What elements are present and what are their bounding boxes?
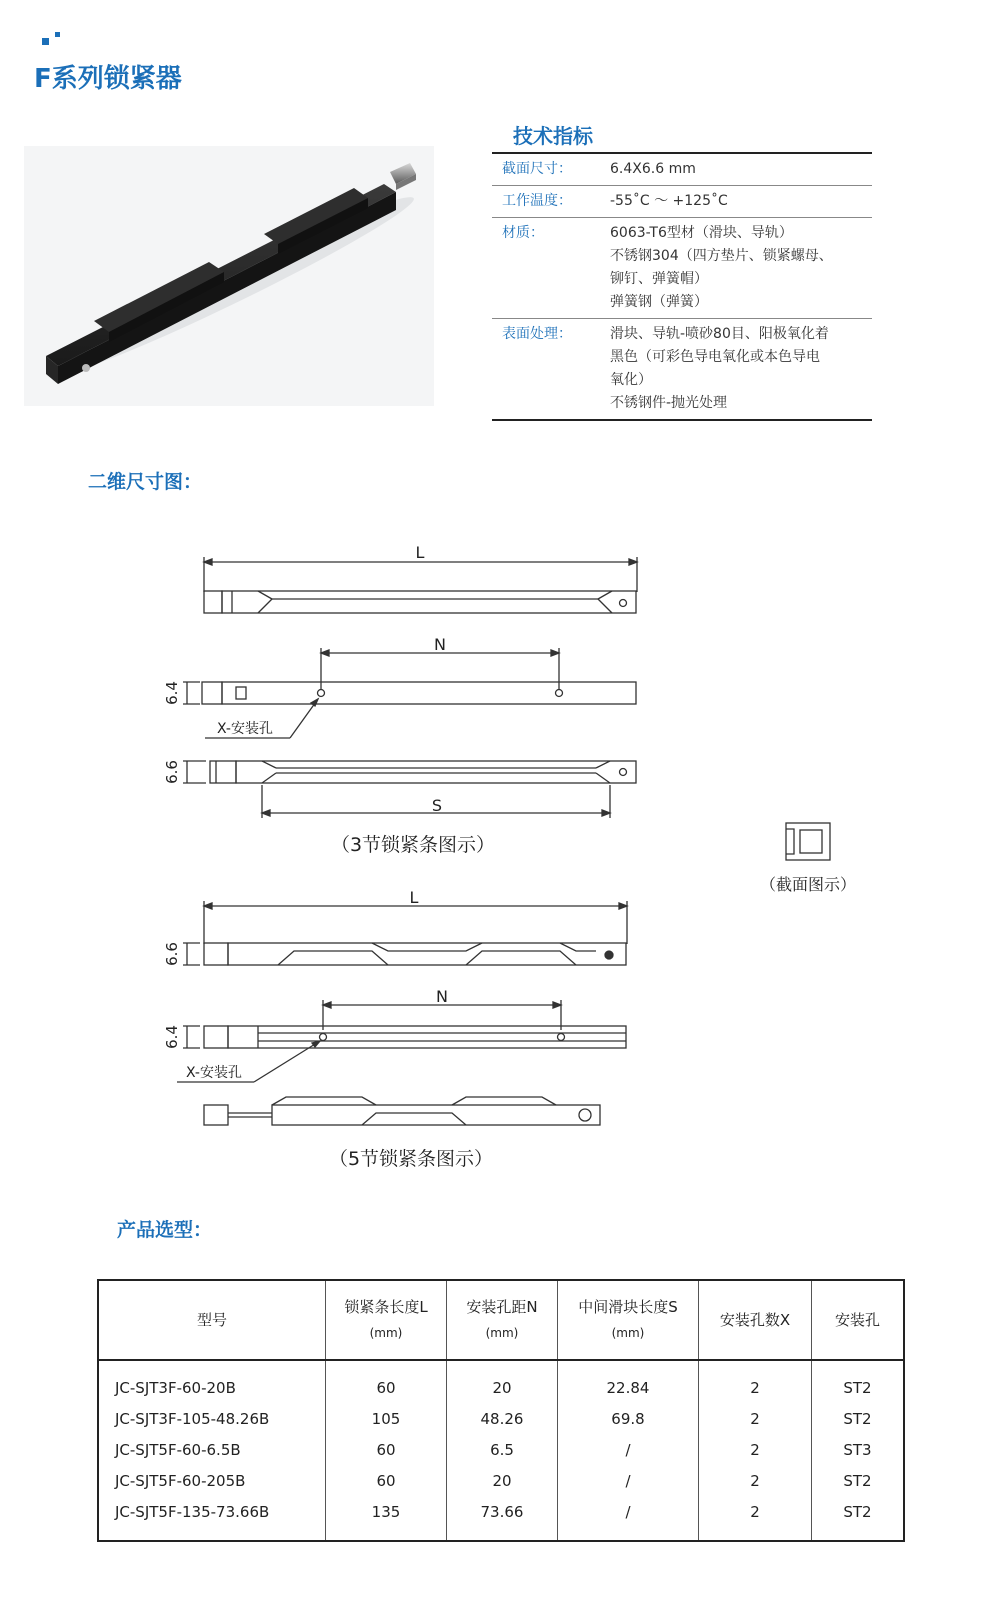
col-header: 安装孔数X — [699, 1280, 812, 1360]
col-header: 安装孔 — [812, 1280, 905, 1360]
cell-slider-length: / — [558, 1465, 699, 1496]
cell-slider-length: / — [558, 1434, 699, 1465]
dim-label-L: L — [415, 543, 425, 562]
cell-hole-type: ST2 — [812, 1496, 905, 1541]
dim-label-S: S — [431, 796, 443, 815]
spec-value — [602, 222, 872, 314]
cell-slider-length: 22.84 — [558, 1360, 699, 1403]
spec-table — [492, 152, 872, 421]
spec-line: 弹簧钢（弹簧） — [610, 294, 708, 310]
drawing-5-top — [163, 888, 627, 966]
cell-model: JC-SJT5F-60-205B — [115, 1471, 246, 1490]
cell-slider-length: / — [558, 1496, 699, 1541]
cell-model: JC-SJT3F-60-20B — [115, 1378, 236, 1397]
cell-model: JC-SJT3F-105-48.26B — [115, 1409, 270, 1428]
cell-hole-type: ST2 — [812, 1465, 905, 1496]
drawings-section-title: 二维尺寸图： — [88, 471, 203, 493]
cell-length: 60 — [326, 1434, 447, 1465]
cell-slider-length: 69.8 — [558, 1403, 699, 1434]
cell-hole-distance: 20 — [447, 1360, 558, 1403]
col-header: 安装孔距N (mm) — [447, 1280, 558, 1360]
spec-value — [602, 190, 872, 213]
spec-line: 不锈钢304（四方垫片、锁紧螺母、 — [610, 248, 833, 264]
cell-length: 135 — [326, 1496, 447, 1541]
drawing-3-top — [204, 543, 637, 613]
caption-section: （截面图示） — [759, 875, 857, 894]
spec-key: 材质： — [502, 225, 544, 241]
drawing-3-side — [163, 635, 636, 738]
cell-hole-count: 2 — [699, 1403, 812, 1434]
spec-key: 表面处理： — [502, 326, 572, 342]
drawing-5-side — [163, 987, 626, 1082]
spec-line: 不锈钢件-抛光处理 — [610, 395, 728, 411]
spec-key: 工作温度： — [502, 193, 572, 209]
cell-hole-count: 2 — [699, 1465, 812, 1496]
cell-hole-distance: 73.66 — [447, 1496, 558, 1541]
table-row — [98, 1496, 904, 1541]
drawing-5-bottom — [204, 1097, 600, 1125]
cell-length: 105 — [326, 1403, 447, 1434]
caption-3-section: （3节锁紧条图示） — [330, 834, 496, 856]
spec-line: 6063-T6型材（滑块、导轨） — [610, 225, 793, 241]
spec-line: 铆钉、弹簧帽） — [610, 271, 708, 287]
logo-mark — [42, 38, 49, 45]
cell-hole-count: 2 — [699, 1360, 812, 1403]
dim-label-6-6: 6.6 — [163, 760, 181, 784]
table-row — [98, 1403, 904, 1434]
spec-row-material — [492, 218, 872, 319]
dimension-drawings — [0, 500, 1000, 1190]
spec-line: 黑色（可彩色导电氧化或本色导电 — [610, 349, 820, 365]
spec-heading: 技术指标 — [513, 124, 593, 148]
cell-hole-count: 2 — [699, 1496, 812, 1541]
spec-line: 氧化） — [610, 372, 652, 388]
drawing-3-bottom — [163, 760, 636, 818]
spec-value — [602, 323, 872, 415]
table-row — [98, 1434, 904, 1465]
cell-model: JC-SJT5F-135-73.66B — [115, 1502, 270, 1521]
cell-hole-type: ST3 — [812, 1434, 905, 1465]
col-header: 中间滑块长度S (mm) — [558, 1280, 699, 1360]
dim-label-N: N — [434, 635, 446, 654]
cell-length: 60 — [326, 1465, 447, 1496]
cell-hole-distance: 20 — [447, 1465, 558, 1496]
table-row — [98, 1465, 904, 1496]
spec-key: 截面尺寸： — [502, 161, 572, 177]
cell-hole-distance: 48.26 — [447, 1403, 558, 1434]
logo-mark-small — [55, 32, 60, 37]
col-header: 型号 — [98, 1280, 326, 1360]
dim-label-6-6: 6.6 — [163, 942, 181, 966]
page-title: F系列锁紧器 — [34, 64, 182, 94]
cell-model: JC-SJT5F-60-6.5B — [115, 1440, 241, 1459]
cell-hole-distance: 6.5 — [447, 1434, 558, 1465]
cell-hole-type: ST2 — [812, 1360, 905, 1403]
dim-label-L: L — [409, 888, 419, 907]
dim-label-6-4: 6.4 — [163, 1025, 181, 1049]
product-photo — [24, 146, 434, 406]
table-header-row — [98, 1280, 904, 1360]
table-row — [98, 1360, 904, 1403]
spec-row-section — [492, 154, 872, 186]
spec-line: 滑块、导轨-喷砂80目、阳极氧化着 — [610, 326, 829, 342]
selection-section-title: 产品选型： — [117, 1219, 213, 1241]
cell-length: 60 — [326, 1360, 447, 1403]
dim-label-N: N — [436, 987, 448, 1006]
cross-section-drawing — [786, 823, 830, 860]
cell-hole-type: ST2 — [812, 1403, 905, 1434]
spec-line: -55˚C ～ +125˚C — [610, 193, 728, 209]
spec-line: 6.4X6.6 mm — [610, 161, 696, 177]
dim-label-6-4: 6.4 — [163, 681, 181, 705]
hole-label: X-安装孔 — [186, 1065, 242, 1081]
spec-row-temperature — [492, 186, 872, 218]
cell-hole-count: 2 — [699, 1434, 812, 1465]
caption-5-section: （5节锁紧条图示） — [328, 1148, 494, 1170]
col-header: 锁紧条长度L (mm) — [326, 1280, 447, 1360]
spec-value — [602, 158, 872, 181]
selection-table — [97, 1279, 905, 1542]
spec-row-surface — [492, 319, 872, 419]
hole-label: X-安装孔 — [217, 721, 273, 737]
